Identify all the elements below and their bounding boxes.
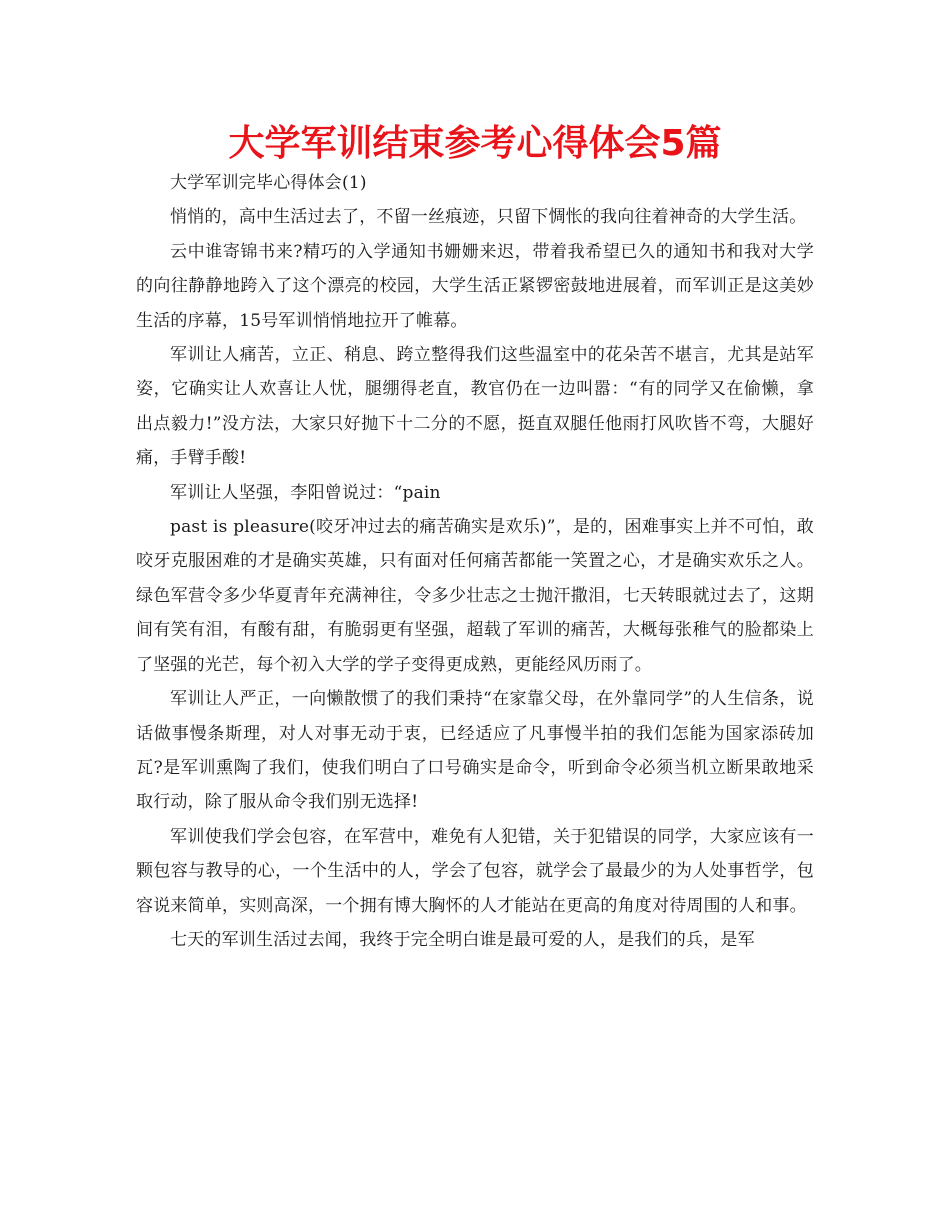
paragraph: 七天的军训生活过去闻，我终于完全明白谁是最可爱的人，是我们的兵，是军	[170, 929, 755, 950]
paragraph: 云中谁寄锦书来?精巧的入学通知书姗姗来迟，带着我希望已久的通知书和我对大学的向往静静地跨入了这个漂亮的校园，大学生活正紧锣密鼓地进展着，而军训正是这美妙生活的序幕，15号军训悄悄地拉开了帷幕。	[136, 241, 814, 331]
paragraph: past is pleasure(咬牙冲过去的痛苦确实是欢乐)”，是的，困难事实上并不可怕，敢咬牙克服困难的才是确实英雄，只有面对任何痛苦都能一笑置之心，才是确实欢乐之人。绿色军营令多少华夏青年充满神往，令多少壮志之士抛汗撒泪，七天转眼就过去了，这期间有笑有泪，有酸有甜，有脆弱更有坚强，超载了军训的痛苦，大概每张稚气的脸都染上了坚强的光芒，每个初入大学的学子变得更成熟，更能经风历雨了。	[136, 517, 814, 675]
paragraph: 军训让人痛苦，立正、稍息、跨立整得我们这些温室中的花朵苦不堪言，尤其是站军姿，它确实让人欢喜让人忧，腿绷得老直，教官仍在一边叫嚣：“有的同学又在偷懒，拿出点毅力!”没方法，大家只好抛下十二分的不愿，挺直双腿任他雨打风吹皆不弯，大腿好痛，手臂手酸!	[136, 345, 814, 469]
document-title: 大学军训结束参考心得体会5篇	[228, 123, 722, 164]
paragraph: 军训让人严正，一向懒散惯了的我们秉持“在家靠父母，在外靠同学”的人生信条，说话做事慢条斯理，对人对事无动于衷，已经适应了凡事慢半拍的我们怎能为国家添砖加瓦?是军训熏陶了我们，使我们明白了口号确实是命令，听到命令必须当机立断果敢地采取行动，除了服从命令我们别无选择!	[136, 689, 814, 813]
section-subtitle: 大学军训完毕心得体会(1)	[170, 173, 367, 193]
paragraph: 军训让人坚强，李阳曾说过：“pain	[170, 482, 441, 503]
paragraph: 悄悄的，高中生活过去了，不留一丝痕迹，只留下惆怅的我向往着神奇的大学生活。	[170, 207, 807, 228]
paragraph: 军训使我们学会包容，在军营中，难免有人犯错，关于犯错误的同学，大家应该有一颗包容与教导的心，一个生活中的人，学会了包容，就学会了最最少的为人处事哲学，包容说来简单，实则高深，一个拥有博大胸怀的人才能站在更高的角度对待周围的人和事。	[136, 826, 814, 916]
document-body	[136, 166, 814, 957]
